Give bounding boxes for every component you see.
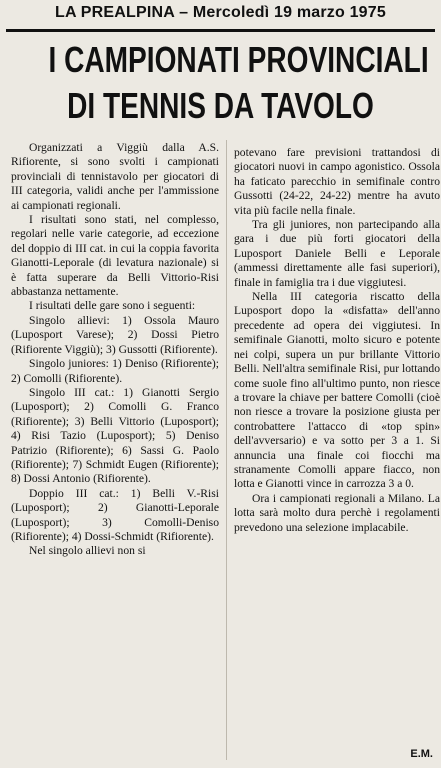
masthead-rule — [6, 29, 435, 32]
paragraph: Tra gli juniores, non partecipando alla gara i due più forti giocatori della Luposport Daniele Belli e Leporale (ammessi direttamente alle fasi superiori), finale in famiglia tra i due viggiutesi. — [234, 218, 440, 289]
paragraph: I risultati delle gare sono i seguenti: — [29, 299, 196, 313]
left-column — [11, 141, 219, 559]
right-column — [234, 146, 440, 535]
paragraph: Singolo juniores: 1) Deniso (Rifiorente); 2) Comolli (Rifiorente). — [11, 357, 219, 385]
paragraph: potevano fare previsioni trattandosi di giocatori nuovi in campo agonistico. Ossola ha faticato parecchio in semifinale contro Gussotti (24-22, 24-22) mentre ha avuto vita più facile nella finale. — [234, 146, 440, 217]
paragraph: Nella III categoria riscatto della Luposport dopo la «disfatta» dell'anno precedente ad opera dei viggiutesi. In semifinale Gianotti, molto sicuro e potente nei colpi, supera un pur brillante Vittorio Belli. Nell'altra semifinale Risi, pur lottando come suole fino all'ultimo punto, non riesce a trovare la chiave per battere Comolli (cioè non riesce a trovare la posizione giusta per controbattere l'attacco di «top spin» dell'avversario) e va sotto per 3 a 1. Si annuncia una finale coi fiocchi ma stranamente Comolli appare fiacco, non lotta e Gianotti vince in carrozza 3 a 0. — [234, 290, 440, 491]
headline-line-1: I CAMPIONATI PROVINCIALI — [48, 39, 429, 80]
paragraph: Doppio III cat.: 1) Belli V.-Risi (Luposport); 2) Gianotti-Leporale (Luposport); 3) Comolli-Deniso (Rifiorente); 4) Dossi-Schmidt (Rifiorente). — [11, 486, 219, 543]
paragraph: Nel singolo allievi non si — [29, 544, 146, 558]
paragraph: Ora i campionati regionali a Milano. La lotta sarà molto dura perchè i regolamenti prevedono una selezione implacabile. — [234, 491, 440, 534]
headline-line-2: DI TENNIS DA TAVOLO — [67, 85, 374, 126]
column-divider — [226, 140, 227, 760]
masthead: LA PREALPINA – Mercoledì 19 marzo 1975 — [55, 4, 386, 21]
paragraph: Singolo allievi: 1) Ossola Mauro (Luposport Varese); 2) Dossi Pietro (Rifiorente Viggiù); 3) Gussotti (Rifiorente). — [11, 313, 219, 356]
author-signature: E.M. — [410, 748, 433, 760]
paragraph: Singolo III cat.: 1) Gianotti Sergio (Luposport); 2) Comolli G. Franco (Rifiorente); 3) Belli Vittorio (Luposport); 4) Risi Tazio (Luposport); 5) Deniso Patrizio (Rifiorente); 6) Sassi G. Paolo (Rifiorente); 7) Schmidt Eugen (Rifiorente); 8) Dossi Antonio (Rifiorente). — [11, 385, 219, 486]
paragraph: Organizzati a Viggiù dalla A.S. Rifiorente, si sono svolti i campionati provinciali di tennistavolo per giocatori di III categoria, validi anche per l'ammissione ai campionati regionali. — [11, 141, 219, 212]
paragraph: I risultati sono stati, nel complesso, regolari nelle varie categorie, ad eccezione del doppio di III cat. in cui la coppia favorita Gianotti-Leporale (di levatura nazionale) si è fatta superare da Belli Vittorio-Risi abbastanza nettamente. — [11, 213, 219, 299]
